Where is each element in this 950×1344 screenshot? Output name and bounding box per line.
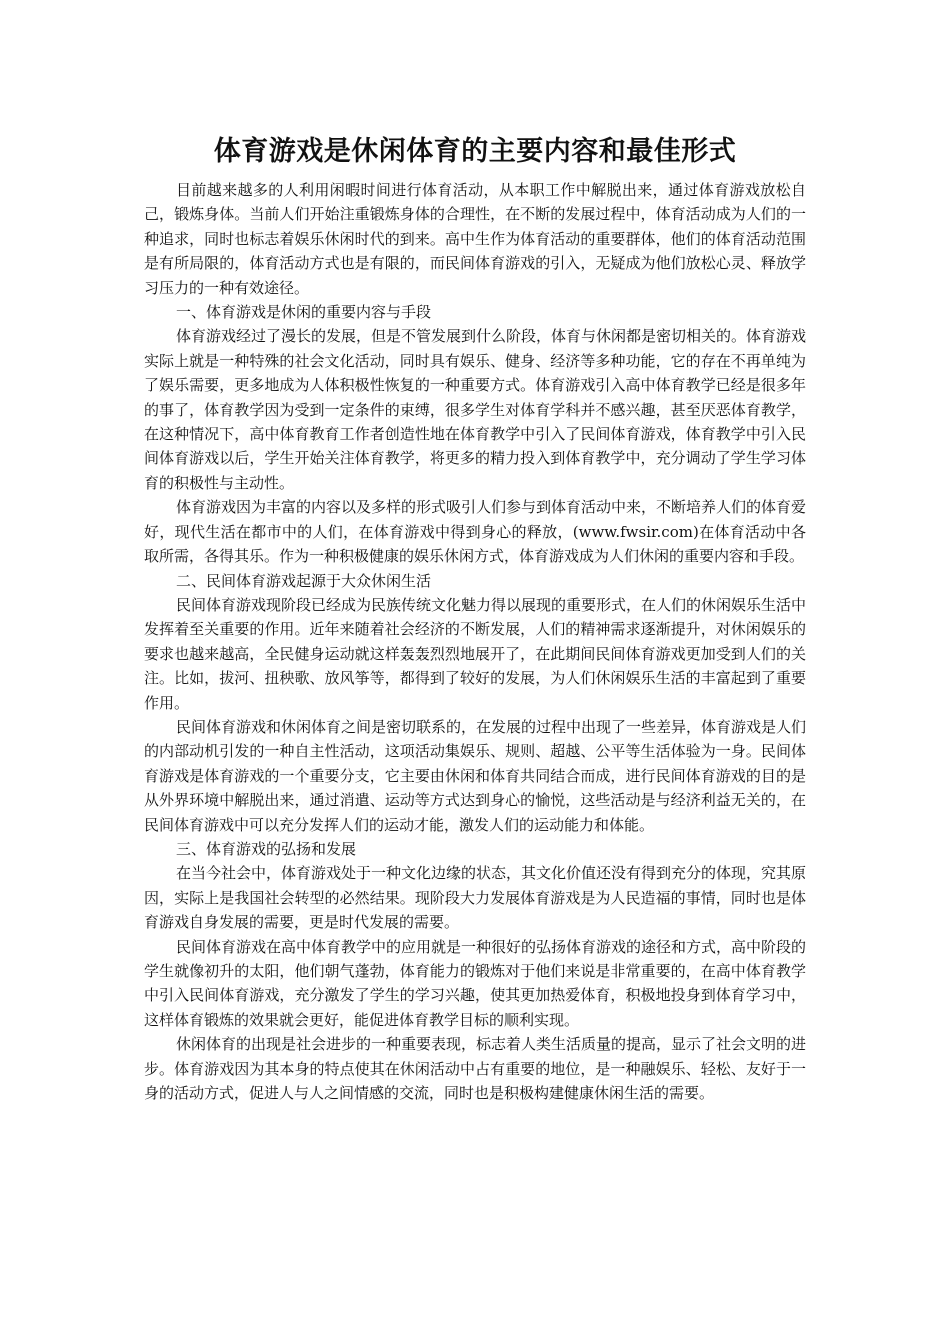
document-page [144,132,806,1105]
document-title: 体育游戏是休闲体育的主要内容和最佳形式 [213,136,737,167]
paragraph-3a: 在当今社会中，体育游戏处于一种文化边缘的状态，其文化价值还没有得到充分的体现，究其原因，实际上是我国社会转型的必然结果。现阶段大力发展体育游戏是为人民造福的事情，同时也是体育游戏自身发展的需要，更是时代发展的需要。 [144,864,807,932]
section-heading-1: 一、体育游戏是休闲的重要内容与手段 [176,303,432,322]
paragraph-3c: 休闲体育的出现是社会进步的一种重要表现，标志着人类生活质量的提高，显示了社会文明的进步。体育游戏因为其本身的特点使其在休闲活动中占有重要的地位，是一种融娱乐、轻松、友好于一身的活动方式，促进人与人之间情感的交流，同时也是积极构建健康休闲生活的需要。 [144,1035,807,1103]
paragraph-1a: 体育游戏经过了漫长的发展，但是不管发展到什么阶段，体育与休闲都是密切相关的。体育游戏实际上就是一种特殊的社会文化活动，同时具有娱乐、健身、经济等多种功能，它的存在不再单纯为了娱乐需要，更多地成为人体积极性恢复的一种重要方式。体育游戏引入高中体育教学已经是很多年的事了，体育教学因为受到一定条件的束缚，很多学生对体育学科并不感兴趣，甚至厌恶体育教学，在这种情况下，高中体育教育工作者创造性地在体育教学中引入了民间体育游戏，体育教学中引入民间体育游戏以后，学生开始关注体育教学，将更多的精力投入到体育教学中，充分调动了学生学习体育的积极性与主动性。 [144,327,807,492]
paragraph-2b: 民间体育游戏和休闲体育之间是密切联系的，在发展的过程中出现了一些差异，体育游戏是人们的内部动机引发的一种自主性活动，这项活动集娱乐、规则、超越、公平等生活体验为一身。民间体育游戏是体育游戏的一个重要分支，它主要由休闲和体育共同结合而成，进行民间体育游戏的目的是从外界环境中解脱出来，通过消遣、运动等方式达到身心的愉悦，这些活动是与经济利益无关的，在民间体育游戏中可以充分发挥人们的运动才能，激发人们的运动能力和体能。 [144,717,807,834]
paragraph-intro: 目前越来越多的人利用闲暇时间进行体育活动，从本职工作中解脱出来，通过体育游戏放松自己，锻炼身体。当前人们开始注重锻炼身体的合理性，在不断的发展过程中，体育活动成为人们的一种追求，同时也标志着娱乐休闲时代的到来。高中生作为体育活动的重要群体，他们的体育活动范围是有所局限的，体育活动方式也是有限的，而民间体育游戏的引入，无疑成为他们放松心灵、释放学习压力的一种有效途径。 [144,181,806,297]
section-heading-2: 二、民间体育游戏起源于大众休闲生活 [176,571,432,590]
section-heading-3: 三、体育游戏的弘扬和发展 [176,839,357,858]
paragraph-1b: 体育游戏因为丰富的内容以及多样的形式吸引人们参与到体育活动中来，不断培养人们的体育爱好，现代生活在都市中的人们，在体育游戏中得到身心的释放，(www.fwsir.com)在体育活动中各取所需，各得其乐。作为一种积极健康的娱乐休闲方式，体育游戏成为人们休闲的重要内容和手段。 [144,498,807,566]
paragraph-3b: 民间体育游戏在高中体育教学中的应用就是一种很好的弘扬体育游戏的途径和方式，高中阶段的学生就像初升的太阳，他们朝气蓬勃，体育能力的锻炼对于他们来说是非常重要的，在高中体育教学中引入民间体育游戏，充分激发了学生的学习兴趣，使其更加热爱体育，积极地投身到体育学习中，这样体育锻炼的效果就会更好，能促进体育教学目标的顺利实现。 [144,937,807,1029]
paragraph-2a: 民间体育游戏现阶段已经成为民族传统文化魅力得以展现的重要形式，在人们的休闲娱乐生活中发挥着至关重要的作用。近年来随着社会经济的不断发展，人们的精神需求逐渐提升，对休闲娱乐的要求也越来越高，全民健身运动就这样轰轰烈烈地展开了，在此期间民间体育游戏更加受到人们的关注。比如，拔河、扭秧歌、放风筝等，都得到了较好的发展，为人们休闲娱乐生活的丰富起到了重要作用。 [144,595,807,712]
